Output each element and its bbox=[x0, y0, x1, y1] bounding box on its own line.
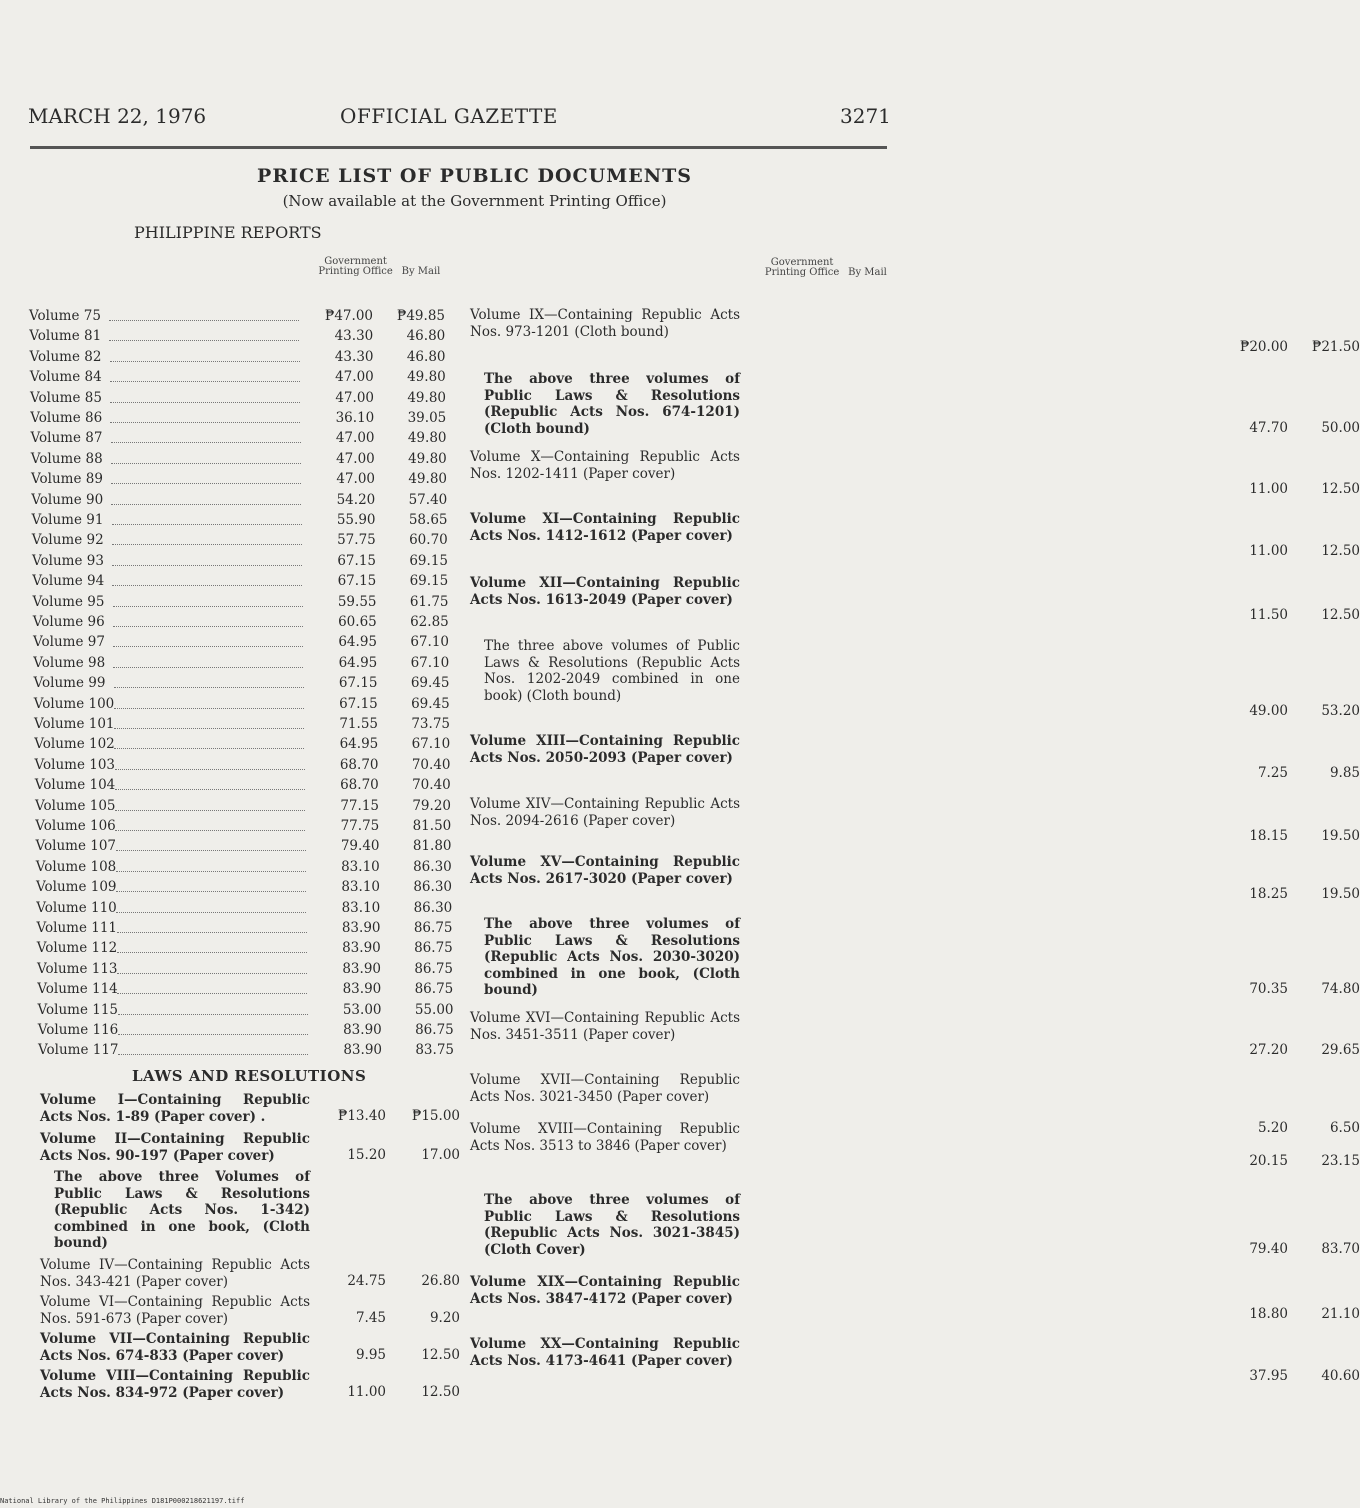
header-page-number: 3271 bbox=[840, 104, 891, 128]
laws-entry-text: Volume XI—Containing Republic Acts Nos. 1412-1612 (Paper cover) bbox=[470, 511, 740, 544]
report-mail-price: 69.15 bbox=[409, 552, 448, 569]
report-row bbox=[30, 388, 450, 408]
report-volume-label: Volume 97 bbox=[33, 634, 105, 651]
report-row bbox=[33, 592, 453, 612]
report-mail-price: 62.85 bbox=[410, 614, 449, 630]
laws-mail-price: 29.65 bbox=[1321, 1042, 1360, 1058]
report-mail-price: 69.45 bbox=[410, 675, 450, 692]
report-row bbox=[34, 714, 454, 734]
laws-entry-text: Volume XVIII—Containing Republic Acts Nos. 3513 to 3846 (Paper cover) bbox=[470, 1121, 740, 1154]
leader-dots bbox=[117, 973, 307, 974]
leader-dots bbox=[116, 891, 306, 892]
laws-mail-price: 12.50 bbox=[1321, 481, 1360, 497]
laws-gov-price: 5.20 bbox=[1257, 1120, 1288, 1136]
page-subtitle: (Now available at the Government Printing Office) bbox=[282, 192, 667, 210]
report-volume-label: Volume 109 bbox=[36, 879, 117, 896]
laws-mail-price: 12.50 bbox=[421, 1347, 460, 1363]
report-volume-label: Volume 85 bbox=[30, 389, 102, 406]
report-gov-price: 77.15 bbox=[340, 797, 379, 814]
report-row bbox=[32, 530, 452, 550]
report-volume-label: Volume 104 bbox=[34, 777, 116, 794]
report-mail-price: 58.65 bbox=[408, 512, 448, 528]
report-gov-price: 68.70 bbox=[340, 777, 379, 794]
report-row bbox=[34, 694, 454, 714]
report-gov-price: 47.00 bbox=[336, 450, 375, 467]
leader-dots bbox=[112, 524, 302, 525]
laws-mail-price: 53.20 bbox=[1321, 703, 1360, 719]
leader-dots bbox=[116, 912, 306, 913]
report-gov-price: 67.15 bbox=[339, 695, 378, 712]
leader-dots bbox=[110, 381, 300, 382]
report-mail-price: 86.75 bbox=[414, 981, 454, 998]
report-gov-price: 43.30 bbox=[334, 348, 374, 365]
report-mail-price: 86.75 bbox=[415, 1022, 454, 1038]
laws-gov-price: 37.95 bbox=[1249, 1368, 1288, 1384]
leader-dots bbox=[118, 1034, 308, 1035]
laws-mail-price: 21.10 bbox=[1321, 1306, 1360, 1322]
leader-dots bbox=[110, 361, 300, 362]
laws-gov-price: ₱20.00 bbox=[1239, 339, 1288, 355]
report-volume-label: Volume 86 bbox=[30, 410, 103, 426]
laws-gov-price: 20.15 bbox=[1249, 1153, 1288, 1169]
leader-dots bbox=[114, 708, 304, 709]
laws-gov-price: 27.20 bbox=[1249, 1042, 1288, 1058]
report-row bbox=[32, 510, 452, 530]
report-volume-label: Volume 87 bbox=[30, 430, 103, 447]
report-gov-price: 53.00 bbox=[342, 1001, 382, 1018]
report-row bbox=[30, 367, 450, 387]
leader-dots bbox=[113, 667, 303, 668]
header-date: MARCH 22, 1976 bbox=[28, 104, 207, 128]
laws-entry-text: The above three volumes of Public Laws & Resolutions (Republic Acts Nos. 674-1201) (Cloth bound) bbox=[484, 371, 740, 437]
laws-gov-price: 11.50 bbox=[1249, 607, 1288, 623]
report-volume-label: Volume 88 bbox=[30, 450, 103, 467]
laws-entry-text: Volume XIV—Containing Republic Acts Nos. 2094-2616 (Paper cover) bbox=[470, 796, 740, 829]
report-mail-price: 79.20 bbox=[412, 797, 451, 814]
column-gov-label-right: Government Printing Office bbox=[764, 257, 840, 278]
laws-entry-text: Volume X—Containing Republic Acts Nos. 1202-1411 (Paper cover) bbox=[470, 449, 740, 482]
report-gov-price: 55.90 bbox=[336, 512, 376, 528]
reports-section-title: PHILIPPINE REPORTS bbox=[134, 223, 322, 242]
report-mail-price: 83.75 bbox=[415, 1042, 454, 1059]
report-volume-label: Volume 75 bbox=[29, 308, 101, 324]
scan-footer: National Library of the Philippines D181P000218621197.tiff bbox=[0, 1497, 245, 1505]
right-column-header bbox=[752, 258, 897, 278]
report-row bbox=[36, 877, 456, 897]
laws-gov-price: 11.00 bbox=[1249, 543, 1288, 559]
report-row bbox=[30, 347, 450, 367]
report-gov-price: 47.00 bbox=[335, 369, 374, 386]
report-mail-price: 86.30 bbox=[413, 858, 452, 875]
report-mail-price: 70.40 bbox=[411, 756, 451, 773]
laws-entry-text: The above three volumes of Public Laws & Resolutions (Republic Acts Nos. 2030-3020) combined in one book, (Cloth bound) bbox=[484, 916, 740, 998]
report-mail-price: 57.40 bbox=[408, 491, 448, 508]
report-gov-price: 68.70 bbox=[339, 756, 379, 773]
leader-dots bbox=[118, 1014, 308, 1015]
report-mail-price: 67.10 bbox=[410, 634, 449, 651]
report-gov-price: 64.95 bbox=[339, 736, 379, 753]
header-rule bbox=[30, 146, 887, 149]
report-mail-price: 49.80 bbox=[407, 389, 446, 406]
report-mail-price: 49.80 bbox=[408, 450, 447, 467]
report-row bbox=[35, 775, 455, 795]
report-row bbox=[31, 469, 451, 489]
report-volume-label: Volume 101 bbox=[34, 716, 115, 732]
report-volume-label: Volume 98 bbox=[33, 654, 106, 671]
leader-dots bbox=[117, 993, 307, 994]
leader-dots bbox=[112, 565, 302, 566]
report-row bbox=[38, 1040, 458, 1060]
laws-gov-price: 49.00 bbox=[1249, 703, 1288, 719]
report-gov-price: 83.90 bbox=[342, 940, 381, 957]
report-mail-price: 81.50 bbox=[412, 818, 452, 834]
leader-dots bbox=[113, 626, 303, 627]
laws-gov-price: 47.70 bbox=[1249, 420, 1288, 436]
report-gov-price: 83.10 bbox=[341, 899, 381, 916]
report-gov-price: ₱47.00 bbox=[324, 308, 373, 324]
report-gov-price: 64.95 bbox=[338, 634, 377, 651]
leader-dots bbox=[114, 728, 304, 729]
report-gov-price: 83.90 bbox=[341, 920, 381, 936]
laws-gov-price: 79.40 bbox=[1249, 1241, 1288, 1257]
leader-dots bbox=[114, 748, 304, 749]
report-row bbox=[30, 408, 450, 428]
report-mail-price: 69.45 bbox=[411, 695, 450, 712]
leader-dots bbox=[110, 402, 300, 403]
laws-mail-price: ₱21.50 bbox=[1311, 339, 1360, 355]
column-gov-label: Government Printing Office bbox=[318, 256, 393, 277]
page-title: PRICE LIST OF PUBLIC DOCUMENTS bbox=[257, 165, 692, 187]
report-row bbox=[32, 551, 452, 571]
report-gov-price: 83.10 bbox=[341, 879, 380, 896]
left-column-header bbox=[308, 257, 448, 277]
report-gov-price: 43.30 bbox=[334, 328, 374, 345]
laws-mail-price: 9.20 bbox=[429, 1310, 460, 1326]
laws-mail-price: 12.50 bbox=[1321, 543, 1360, 559]
report-mail-price: ₱49.85 bbox=[396, 308, 445, 324]
report-mail-price: 67.10 bbox=[411, 736, 451, 753]
report-row bbox=[36, 836, 456, 856]
report-volume-label: Volume 115 bbox=[37, 1001, 118, 1018]
leader-dots bbox=[116, 850, 306, 851]
laws-gov-price: 18.80 bbox=[1249, 1306, 1288, 1322]
report-row bbox=[31, 449, 451, 469]
leader-dots bbox=[115, 769, 305, 770]
report-volume-label: Volume 84 bbox=[29, 369, 102, 386]
report-volume-label: Volume 96 bbox=[32, 614, 105, 630]
report-mail-price: 73.75 bbox=[411, 716, 450, 732]
laws-entry-text: The above three Volumes of Public Laws & Resolutions (Republic Acts Nos. 1-342) combined in one book, (Cloth bound) bbox=[54, 1169, 310, 1251]
report-gov-price: 83.90 bbox=[343, 1022, 382, 1038]
leader-dots bbox=[113, 606, 303, 607]
leader-dots bbox=[117, 952, 307, 953]
report-mail-price: 86.30 bbox=[413, 899, 453, 916]
laws-entry-text: Volume II—Containing Republic Acts Nos. 90-197 (Paper cover) bbox=[40, 1131, 310, 1164]
laws-mail-price: 9.85 bbox=[1329, 765, 1360, 781]
report-volume-label: Volume 89 bbox=[31, 471, 103, 488]
report-mail-price: 46.80 bbox=[406, 348, 446, 365]
report-gov-price: 83.90 bbox=[343, 1042, 382, 1059]
laws-entry-text: Volume VIII—Containing Republic Acts Nos. 834-972 (Paper cover) bbox=[40, 1368, 310, 1401]
header-publication: OFFICIAL GAZETTE bbox=[340, 104, 558, 128]
report-row bbox=[33, 612, 453, 632]
laws-entry-text: The above three volumes of Public Laws & Resolutions (Republic Acts Nos. 3021-3845) (Cloth Cover) bbox=[484, 1192, 740, 1258]
report-row bbox=[37, 959, 457, 979]
report-gov-price: 60.65 bbox=[338, 614, 377, 630]
report-row bbox=[31, 490, 451, 510]
laws-gov-price: 15.20 bbox=[347, 1147, 386, 1163]
laws-entry-text: Volume XII—Containing Republic Acts Nos. 1613-2049 (Paper cover) bbox=[470, 575, 740, 608]
leader-dots bbox=[115, 830, 305, 831]
report-volume-label: Volume 105 bbox=[35, 797, 116, 814]
report-gov-price: 47.00 bbox=[336, 471, 375, 488]
report-mail-price: 67.10 bbox=[410, 654, 450, 671]
report-row bbox=[38, 1020, 458, 1040]
laws-gov-price: 7.45 bbox=[355, 1310, 386, 1326]
laws-mail-price: 40.60 bbox=[1321, 1368, 1360, 1384]
leader-dots bbox=[111, 483, 301, 484]
report-gov-price: 67.15 bbox=[337, 552, 376, 569]
laws-entry-text: Volume IV—Containing Republic Acts Nos. 343-421 (Paper cover) bbox=[40, 1257, 310, 1290]
report-row bbox=[37, 918, 457, 938]
report-volume-label: Volume 106 bbox=[35, 818, 116, 834]
report-volume-label: Volume 99 bbox=[33, 675, 106, 692]
laws-entry-text: Volume XIII—Containing Republic Acts Nos. 2050-2093 (Paper cover) bbox=[470, 733, 740, 766]
report-gov-price: 83.90 bbox=[342, 960, 381, 977]
leader-dots bbox=[114, 687, 304, 688]
report-row bbox=[38, 1000, 458, 1020]
report-row bbox=[36, 857, 456, 877]
laws-mail-price: 6.50 bbox=[1329, 1120, 1360, 1136]
leader-dots bbox=[111, 504, 301, 505]
report-mail-price: 61.75 bbox=[409, 593, 449, 610]
laws-mail-price: 83.70 bbox=[1321, 1241, 1360, 1257]
leader-dots bbox=[115, 810, 305, 811]
report-gov-price: 83.10 bbox=[341, 858, 380, 875]
laws-mail-price: ₱15.00 bbox=[411, 1108, 460, 1124]
report-volume-label: Volume 116 bbox=[37, 1022, 119, 1038]
report-gov-price: 57.75 bbox=[337, 532, 376, 549]
report-volume-label: Volume 92 bbox=[31, 532, 104, 549]
report-row bbox=[33, 632, 453, 652]
laws-mail-price: 12.50 bbox=[1321, 607, 1360, 623]
leader-dots bbox=[109, 340, 299, 341]
leader-dots bbox=[117, 932, 307, 933]
laws-entry-text: Volume I—Containing Republic Acts Nos. 1-89 (Paper cover) . bbox=[40, 1092, 310, 1125]
report-mail-price: 49.80 bbox=[408, 471, 447, 488]
report-mail-price: 49.80 bbox=[407, 430, 447, 447]
report-mail-price: 49.80 bbox=[407, 369, 446, 386]
report-gov-price: 54.20 bbox=[336, 491, 376, 508]
report-volume-label: Volume 110 bbox=[36, 899, 117, 916]
laws-entry-text: Volume IX—Containing Republic Acts Nos. 973-1201 (Cloth bound) bbox=[470, 307, 740, 340]
laws-mail-price: 74.80 bbox=[1321, 981, 1360, 997]
leader-dots bbox=[115, 789, 305, 790]
laws-entry-text: Volume VI—Containing Republic Acts Nos. 591-673 (Paper cover) bbox=[40, 1294, 310, 1327]
laws-gov-price: 11.00 bbox=[1249, 481, 1288, 497]
report-row bbox=[32, 571, 452, 591]
report-row bbox=[34, 673, 454, 693]
report-gov-price: 83.90 bbox=[342, 981, 382, 998]
laws-mail-price: 50.00 bbox=[1321, 420, 1360, 436]
report-row bbox=[35, 816, 455, 836]
laws-mail-price: 23.15 bbox=[1321, 1153, 1360, 1169]
leader-dots bbox=[109, 320, 299, 321]
report-gov-price: 79.40 bbox=[340, 838, 380, 855]
report-volume-label: Volume 103 bbox=[34, 756, 115, 773]
report-mail-price: 60.70 bbox=[409, 532, 448, 549]
report-volume-label: Volume 117 bbox=[38, 1042, 119, 1059]
leader-dots bbox=[112, 585, 302, 586]
laws-gov-price: 7.25 bbox=[1257, 765, 1288, 781]
laws-mail-price: 17.00 bbox=[421, 1147, 460, 1163]
report-gov-price: 77.75 bbox=[340, 818, 380, 834]
report-mail-price: 70.40 bbox=[412, 777, 451, 794]
report-row bbox=[29, 306, 449, 326]
report-mail-price: 81.80 bbox=[412, 838, 452, 855]
report-volume-label: Volume 82 bbox=[29, 348, 102, 365]
leader-dots bbox=[112, 544, 302, 545]
report-gov-price: 47.00 bbox=[335, 430, 375, 447]
report-row bbox=[31, 428, 451, 448]
report-gov-price: 67.15 bbox=[337, 573, 377, 590]
laws-mail-price: 19.50 bbox=[1321, 828, 1360, 844]
report-gov-price: 36.10 bbox=[335, 410, 375, 426]
report-volume-label: Volume 93 bbox=[32, 552, 104, 569]
laws-gov-price: 18.25 bbox=[1249, 886, 1288, 902]
report-mail-price: 46.80 bbox=[406, 328, 446, 345]
report-volume-label: Volume 102 bbox=[34, 736, 115, 753]
laws-entry-text: The three above volumes of Public Laws & Resolutions (Republic Acts Nos. 1202-2049 combined in one book) (Cloth bound) bbox=[484, 638, 740, 704]
report-mail-price: 69.15 bbox=[409, 573, 449, 590]
report-mail-price: 86.75 bbox=[413, 920, 453, 936]
report-volume-label: Volume 111 bbox=[36, 920, 117, 936]
laws-entry-text: Volume VII—Containing Republic Acts Nos. 674-833 (Paper cover) bbox=[40, 1331, 310, 1364]
leader-dots bbox=[110, 422, 300, 423]
leader-dots bbox=[111, 463, 301, 464]
report-row bbox=[36, 898, 456, 918]
report-volume-label: Volume 90 bbox=[31, 491, 104, 508]
report-volume-label: Volume 112 bbox=[36, 940, 118, 957]
laws-entry-text: Volume XVI—Containing Republic Acts Nos. 3451-3511 (Paper cover) bbox=[470, 1010, 740, 1043]
report-row bbox=[33, 653, 453, 673]
laws-gov-price: 9.95 bbox=[355, 1347, 386, 1363]
column-mail-label: By Mail bbox=[401, 266, 441, 277]
laws-mail-price: 12.50 bbox=[421, 1384, 460, 1400]
report-gov-price: 67.15 bbox=[338, 675, 378, 692]
laws-mail-price: 26.80 bbox=[421, 1273, 460, 1289]
report-mail-price: 86.75 bbox=[414, 940, 453, 957]
report-volume-label: Volume 91 bbox=[31, 512, 104, 528]
laws-section-title: LAWS AND RESOLUTIONS bbox=[132, 1067, 367, 1085]
report-mail-price: 55.00 bbox=[414, 1001, 454, 1018]
report-row bbox=[34, 734, 454, 754]
laws-gov-price: 24.75 bbox=[347, 1273, 386, 1289]
laws-entry-text: Volume XV—Containing Republic Acts Nos. 2617-3020 (Paper cover) bbox=[470, 854, 740, 887]
report-volume-label: Volume 81 bbox=[29, 328, 102, 345]
laws-gov-price: 11.00 bbox=[347, 1384, 386, 1400]
report-volume-label: Volume 108 bbox=[35, 858, 117, 875]
report-row bbox=[37, 938, 457, 958]
report-gov-price: 47.00 bbox=[335, 389, 374, 406]
report-row bbox=[35, 755, 455, 775]
laws-gov-price: 18.15 bbox=[1249, 828, 1288, 844]
leader-dots bbox=[111, 442, 301, 443]
laws-mail-price: 19.50 bbox=[1321, 886, 1360, 902]
report-volume-label: Volume 94 bbox=[32, 573, 105, 590]
report-volume-label: Volume 107 bbox=[35, 838, 116, 855]
report-row bbox=[35, 796, 455, 816]
leader-dots bbox=[118, 1054, 308, 1055]
laws-gov-price: ₱13.40 bbox=[337, 1108, 386, 1124]
leader-dots bbox=[113, 646, 303, 647]
report-volume-label: Volume 100 bbox=[33, 695, 115, 712]
leader-dots bbox=[116, 871, 306, 872]
report-gov-price: 59.55 bbox=[337, 593, 377, 610]
report-volume-label: Volume 114 bbox=[37, 981, 118, 998]
report-row bbox=[37, 979, 457, 999]
report-row bbox=[29, 326, 449, 346]
report-mail-price: 39.05 bbox=[407, 410, 447, 426]
laws-entry-text: Volume XIX—Containing Republic Acts Nos. 3847-4172 (Paper cover) bbox=[470, 1274, 740, 1307]
report-gov-price: 64.95 bbox=[338, 654, 378, 671]
report-volume-label: Volume 113 bbox=[37, 960, 118, 977]
report-gov-price: 71.55 bbox=[339, 716, 378, 732]
report-volume-label: Volume 95 bbox=[32, 593, 105, 610]
column-mail-label-right: By Mail bbox=[848, 267, 887, 278]
laws-gov-price: 70.35 bbox=[1249, 981, 1288, 997]
report-mail-price: 86.30 bbox=[413, 879, 452, 896]
laws-entry-text: Volume XX—Containing Republic Acts Nos. 4173-4641 (Paper cover) bbox=[470, 1336, 740, 1369]
report-mail-price: 86.75 bbox=[414, 960, 453, 977]
laws-entry-text: Volume XVII—Containing Republic Acts Nos. 3021-3450 (Paper cover) bbox=[470, 1072, 740, 1105]
